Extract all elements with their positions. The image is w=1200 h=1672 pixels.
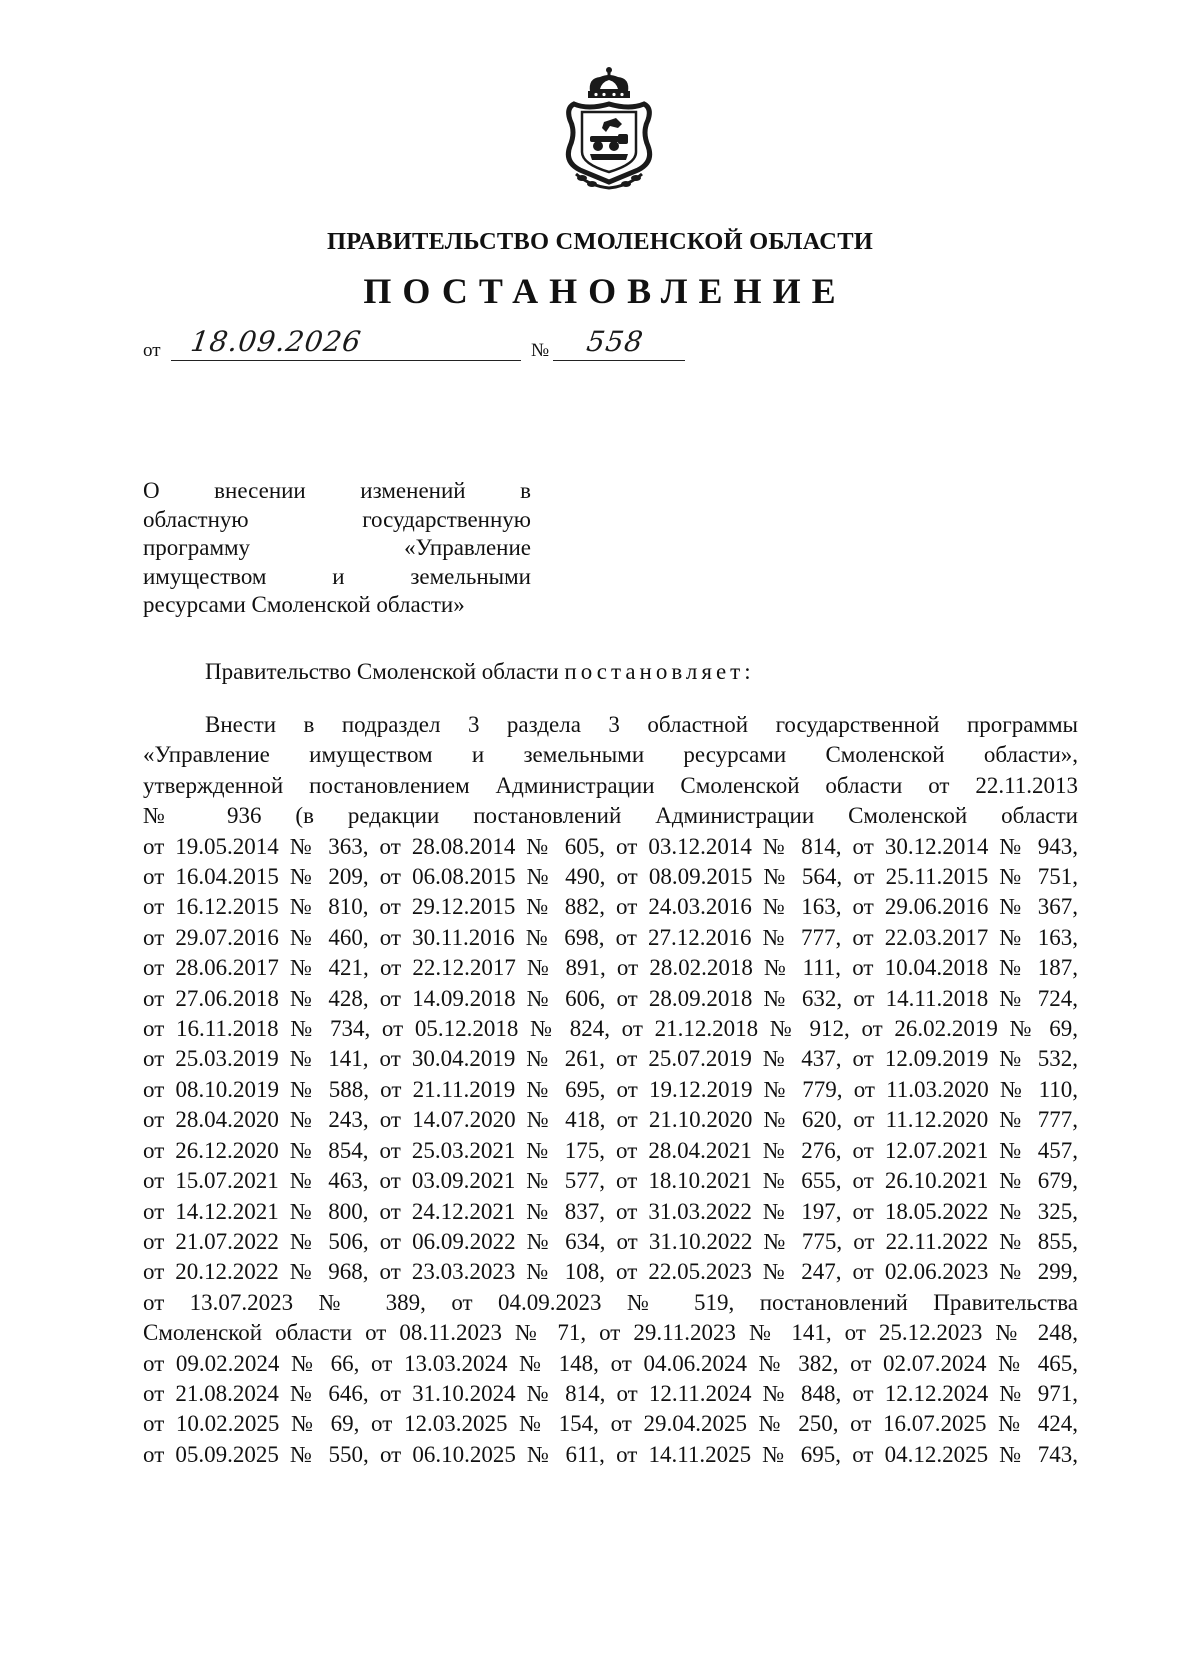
body-line: № 936 (в редакции постановлений Администрации Смоленской области <box>143 803 1078 829</box>
subject-block <box>143 477 531 620</box>
body-line: от 16.04.2015 № 209, от 06.08.2015 № 490, от 08.09.2015 № 564, от 25.11.2015 № 751, <box>143 864 1078 890</box>
coat-of-arms-icon <box>560 62 658 192</box>
subject-line: ресурсами Смоленской области» <box>143 592 465 617</box>
body-line: от 16.11.2018 № 734, от 05.12.2018 № 824, от 21.12.2018 № 912, от 26.02.2019 № 69, <box>143 1016 1078 1042</box>
body-paragraph <box>143 710 1078 1470</box>
subject-line: программу «Управление <box>143 535 531 560</box>
government-title: ПРАВИТЕЛЬСТВО СМОЛЕНСКОЙ ОБЛАСТИ <box>327 228 873 255</box>
document-type-title: ПОСТАНОВЛЕНИЕ <box>363 271 847 311</box>
date-field <box>171 324 521 361</box>
body-line: «Управление имуществом и земельными ресурсами Смоленской области», <box>143 742 1078 768</box>
body-line: от 26.12.2020 № 854, от 25.03.2021 № 175, от 28.04.2021 № 276, от 12.07.2021 № 457, <box>143 1137 1078 1163</box>
body-line: от 08.10.2019 № 588, от 21.11.2019 № 695, от 19.12.2019 № 779, от 11.03.2020 № 110, <box>143 1076 1078 1102</box>
body-line: утвержденной постановлением Администрации Смоленской области от 22.11.2013 <box>143 772 1078 798</box>
body-line: от 21.07.2022 № 506, от 06.09.2022 № 634, от 31.10.2022 № 775, от 22.11.2022 № 855, <box>143 1228 1078 1254</box>
body-line: от 05.09.2025 № 550, от 06.10.2025 № 611, от 14.11.2025 № 695, от 04.12.2025 № 743, <box>143 1441 1078 1467</box>
body-line: от 29.07.2016 № 460, от 30.11.2016 № 698, от 27.12.2016 № 777, от 22.03.2017 № 163, <box>143 924 1078 950</box>
preamble-text: Правительство Смоленской области <box>205 659 565 684</box>
number-label: № <box>531 340 550 361</box>
body-line: от 19.05.2014 № 363, от 28.08.2014 № 605, от 03.12.2014 № 814, от 30.12.2014 № 943, <box>143 833 1078 859</box>
body-line: от 28.04.2020 № 243, от 14.07.2020 № 418, от 21.10.2020 № 620, от 11.12.2020 № 777, <box>143 1107 1078 1133</box>
subject-line: областную государственную <box>143 506 531 532</box>
body-line: Смоленской области от 08.11.2023 № 71, от 29.11.2023 № 141, от 25.12.2023 № 248, <box>143 1320 1078 1346</box>
date-label: от <box>143 340 161 361</box>
subject-line: имуществом и земельными <box>143 563 531 589</box>
body-line: от 13.07.2023 № 389, от 04.09.2023 № 519, постановлений Правительства <box>143 1289 1078 1315</box>
preamble-resolves: постановляет: <box>564 659 755 684</box>
preamble <box>205 658 755 686</box>
body-line: от 15.07.2021 № 463, от 03.09.2021 № 577, от 18.10.2021 № 655, от 26.10.2021 № 679, <box>143 1168 1078 1194</box>
body-line: Внести в подраздел 3 раздела 3 областной государственной программы <box>205 712 1078 737</box>
handwritten-date: 18.09.2026 <box>188 325 364 358</box>
body-line: от 20.12.2022 № 968, от 23.03.2023 № 108, от 22.05.2023 № 247, от 02.06.2023 № 299, <box>143 1259 1078 1285</box>
body-line: от 14.12.2021 № 800, от 24.12.2021 № 837, от 31.03.2022 № 197, от 18.05.2022 № 325, <box>143 1198 1078 1224</box>
handwritten-number: 558 <box>584 325 646 358</box>
date-number-line <box>143 325 646 366</box>
body-line: от 28.06.2017 № 421, от 22.12.2017 № 891, от 28.02.2018 № 111, от 10.04.2018 № 187, <box>143 955 1078 981</box>
body-line: от 27.06.2018 № 428, от 14.09.2018 № 606, от 28.09.2018 № 632, от 14.11.2018 № 724, <box>143 985 1078 1011</box>
subject-line: О внесении изменений в <box>143 478 531 503</box>
body-line: от 16.12.2015 № 810, от 29.12.2015 № 882, от 24.03.2016 № 163, от 29.06.2016 № 367, <box>143 894 1078 920</box>
body-line: от 21.08.2024 № 646, от 31.10.2024 № 814, от 12.11.2024 № 848, от 12.12.2024 № 971, <box>143 1380 1078 1406</box>
body-line: от 09.02.2024 № 66, от 13.03.2024 № 148, от 04.06.2024 № 382, от 02.07.2024 № 465, <box>143 1350 1078 1376</box>
body-line: от 10.02.2025 № 69, от 12.03.2025 № 154, от 29.04.2025 № 250, от 16.07.2025 № 424, <box>143 1411 1078 1437</box>
body-line: от 25.03.2019 № 141, от 30.04.2019 № 261, от 25.07.2019 № 437, от 12.09.2019 № 532, <box>143 1046 1078 1072</box>
number-field <box>553 324 685 361</box>
